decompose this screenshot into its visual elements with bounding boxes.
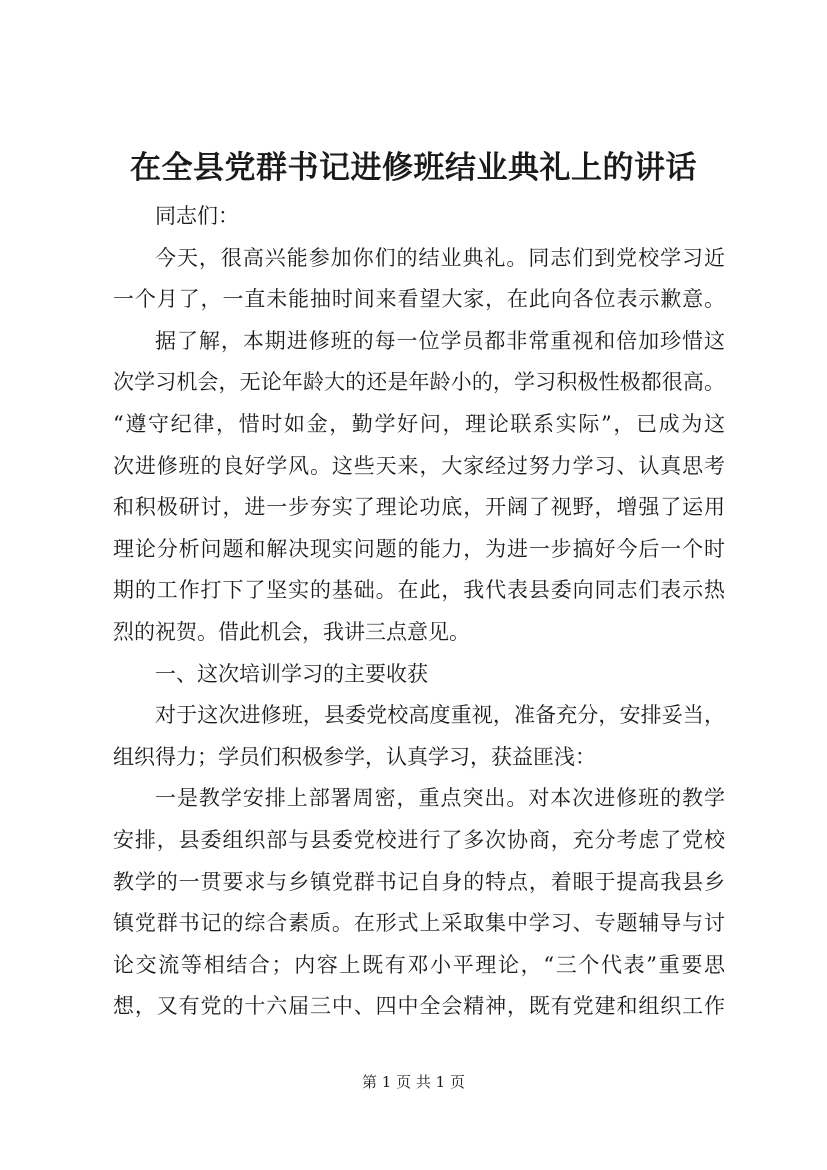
paragraph-line: 一、这次培训学习的主要收获 <box>155 661 428 686</box>
paragraph-line: 镇党群书记的综合素质。在形式上采取集中学习、专题辅导与讨 <box>113 911 725 936</box>
paragraph-line: 对于这次进修班，县委党校高度重视，准备充分，安排妥当， <box>155 703 725 728</box>
paragraph-line: 次进修班的良好学风。这些天来，大家经过努力学习、认真思考 <box>113 453 725 478</box>
paragraph-line: 今天，很高兴能参加你们的结业典礼。同志们到党校学习近 <box>155 245 725 270</box>
paragraph-line: 理论分析问题和解决现实问题的能力，为进一步搞好今后一个时 <box>113 536 725 561</box>
paragraph-line: 期的工作打下了坚实的基础。在此，我代表县委向同志们表示热 <box>113 578 725 603</box>
document-body <box>113 196 725 1028</box>
paragraph-line: 据了解，本期进修班的每一位学员都非常重视和倍加珍惜这 <box>155 328 725 353</box>
paragraph-line: 烈的祝贺。借此机会，我讲三点意见。 <box>113 619 470 644</box>
paragraph-line: 和积极研讨，进一步夯实了理论功底，开阔了视野，增强了运用 <box>113 495 725 520</box>
paragraph-line: 一是教学安排上部署周密，重点突出。对本次进修班的教学 <box>155 786 725 811</box>
paragraph-line: 同志们： <box>155 204 239 228</box>
paragraph-line: 安排，县委组织部与县委党校进行了多次协商，充分考虑了党校 <box>113 827 725 852</box>
document-title: 在全县党群书记进修班结业典礼上的讲话 <box>130 150 697 186</box>
paragraph-line: 教学的一贯要求与乡镇党群书记自身的特点，着眼于提高我县乡 <box>113 869 725 894</box>
page-footer: 第 1 页 共 1 页 <box>362 1073 465 1091</box>
paragraph-line: “遵守纪律，惜时如金，勤学好问，理论联系实际”，已成为这 <box>113 411 725 436</box>
paragraph-line: 组织得力；学员们积极参学，认真学习，获益匪浅： <box>113 744 596 769</box>
paragraph-line: 论交流等相结合；内容上既有邓小平理论，“三个代表”重要思 <box>113 952 725 977</box>
paragraph-line: 次学习机会，无论年龄大的还是年龄小的，学习积极性极都很高。 <box>113 370 725 395</box>
paragraph-line: 想，又有党的十六届三中、四中全会精神，既有党建和组织工作 <box>113 994 725 1019</box>
paragraph-line: 一个月了，一直未能抽时间来看望大家，在此向各位表示歉意。 <box>113 287 725 312</box>
